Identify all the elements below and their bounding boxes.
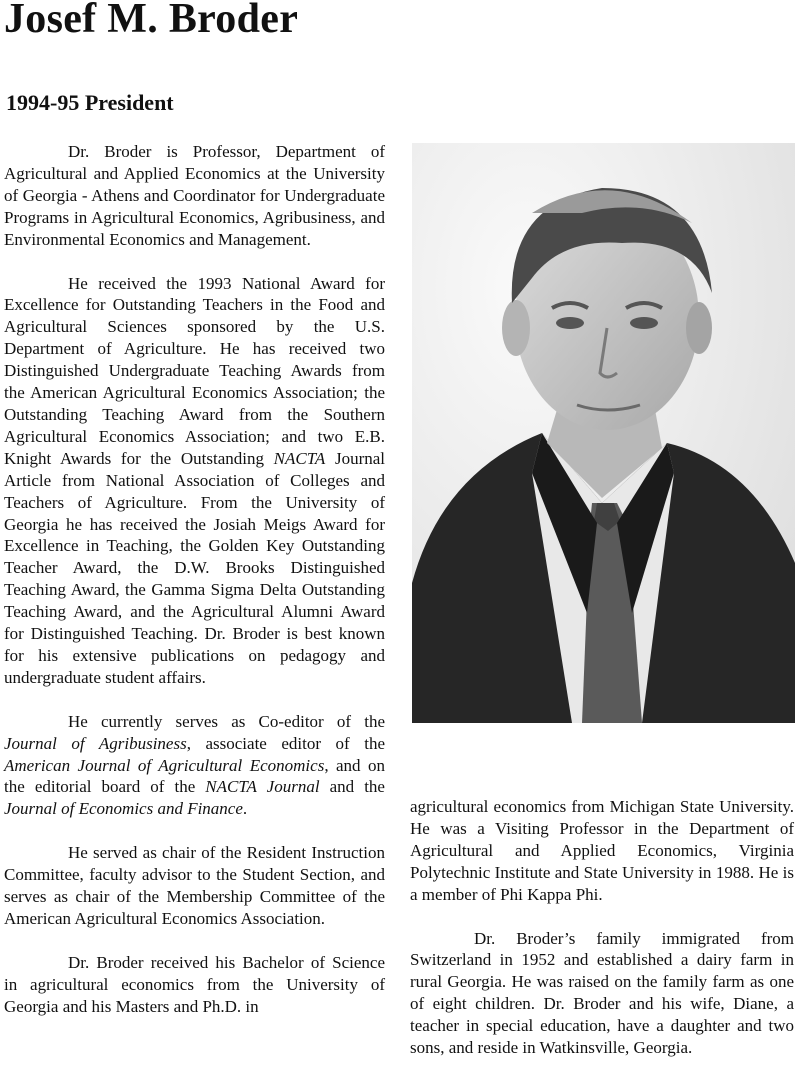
bio-paragraph-family: Dr. Broder’s family immigrated from Switzerland in 1952 and established a dairy farm in rural Georgia. He was raised on the family farm as one of eight children. Dr. Broder and his wife, Diane, a teacher in special education, have a daughter and two sons, and reside in Watkinsville, Georgia.	[410, 928, 794, 1058]
right-column	[410, 796, 794, 1081]
editorial-journal-3: NACTA Journal	[205, 777, 320, 797]
page-subtitle: 1994-95 President	[6, 90, 174, 115]
left-column	[4, 141, 385, 1040]
editorial-journal-4: Journal of Economics and Finance	[4, 799, 243, 819]
bio-paragraph-awards	[4, 273, 385, 689]
bio-paragraph-service: He served as chair of the Resident Instruction Committee, faculty advisor to the Student Section, and serves as chair of the Membership Committee of the American Agricultural Economics Association.	[4, 843, 385, 928]
portrait-photo-icon	[412, 143, 795, 723]
bio-paragraph-education-continued: agricultural economics from Michigan State University. He was a Visiting Professor in the Department of Agricultural and Applied Economics, Virginia Polytechnic Institute and State University in 1988. He is a member of Phi Kappa Phi.	[410, 797, 794, 904]
editorial-text-b: , associate editor of the	[186, 733, 385, 753]
editorial-journal-1: Journal of Agribusiness	[4, 733, 187, 753]
editorial-text-a: He currently serves as Co-editor of the	[68, 711, 385, 731]
bio-paragraph-position: Dr. Broder is Professor, Department of Agricultural and Applied Economics at the University of Georgia - Athens and Coordinator for Undergraduate Programs in Agricultural Economics, Agribusiness, and Environmental Economics and Management.	[4, 142, 385, 249]
awards-text-part-1: He received the 1993 National Award for Excellence for Outstanding Teachers in the Food and Agricultural Sciences sponsored by the U.S. Department of Agriculture. He has received two Distinguished Undergraduate Teaching Awards from the American Agricultural Economics Association; the Outstanding Teaching Award from the Southern Agricultural Economics Association; and two E.B. Knight Awards for the Outstanding	[4, 273, 385, 468]
page-title: Josef M. Broder	[4, 0, 299, 42]
editorial-journal-2: American Journal of Agricultural Economics	[4, 755, 325, 775]
awards-text-part-2: Journal Article from National Association of Colleges and Teachers of Agriculture. From the University of Georgia he has received the Josiah Meigs Award for Excellence in Teaching, the Golden Key Outstanding Teacher Award, the D.W. Brooks Distinguished Teaching Award, the Gamma Sigma Delta Outstanding Teaching Award, and the Agricultural Alumni Award for Distinguished Teaching. Dr. Broder is best known for his extensive publications on pedagogy and undergraduate student affairs.	[4, 448, 385, 687]
editorial-text-e: .	[242, 799, 248, 819]
editorial-text-d: and the	[319, 777, 385, 797]
portrait-photo	[412, 143, 795, 723]
bio-paragraph-editorial	[4, 711, 385, 821]
awards-italic-nacta: NACTA	[273, 448, 326, 468]
bio-paragraph-education: Dr. Broder received his Bachelor of Science in agricultural economics from the University of Georgia and his Masters and Ph.D. in	[4, 952, 385, 1016]
editorial-text-c: , and on the editorial board of the	[4, 755, 385, 797]
